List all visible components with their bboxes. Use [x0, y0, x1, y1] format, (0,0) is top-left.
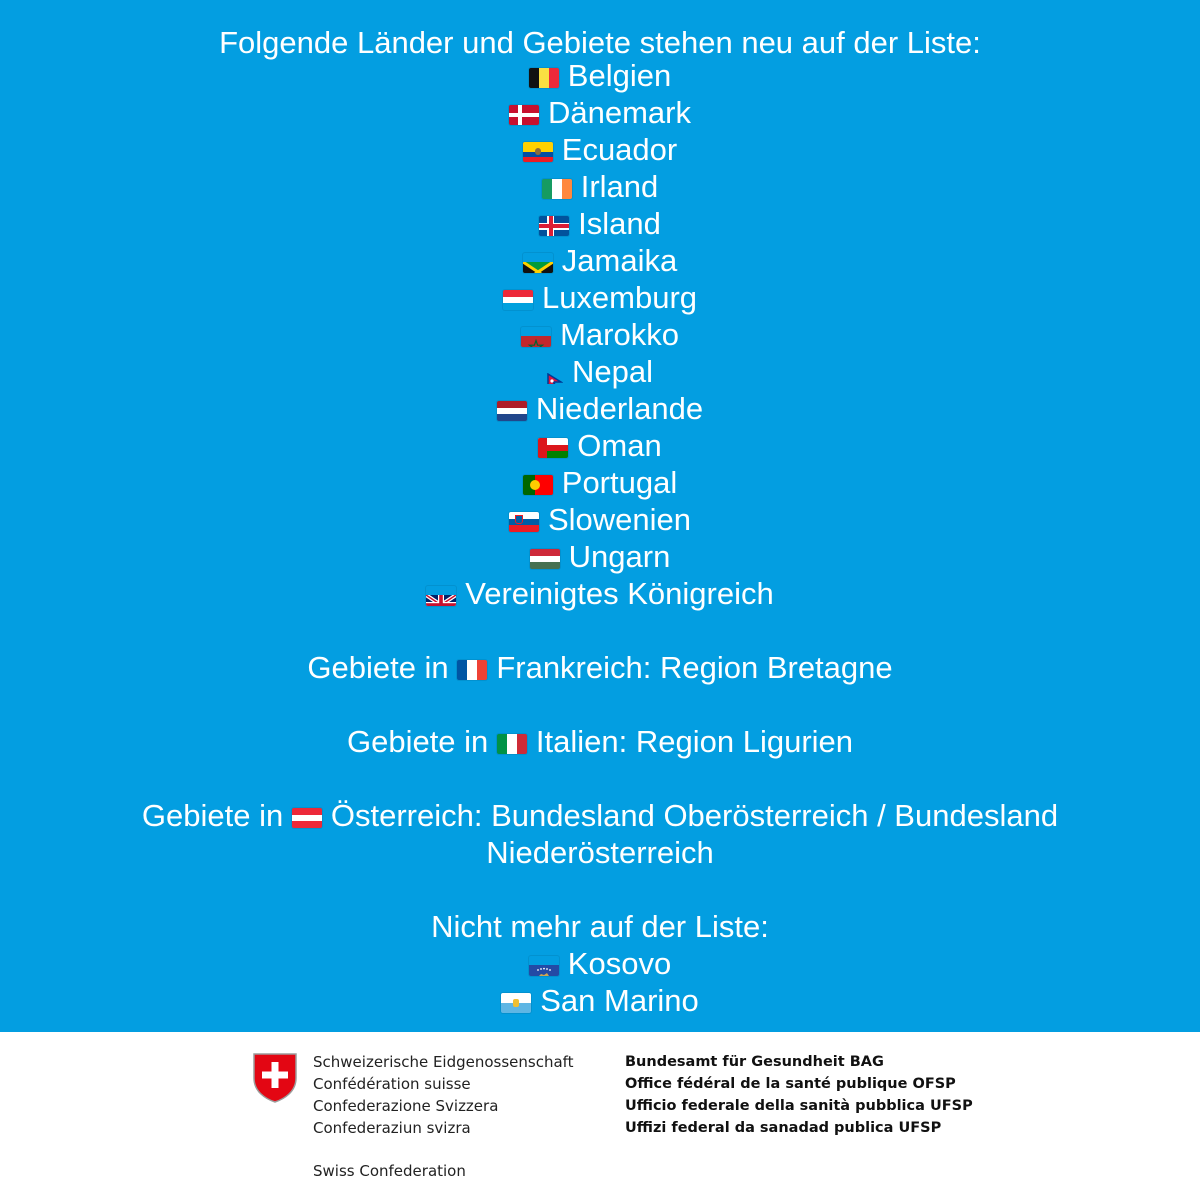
- country-name: Luxemburg: [541, 280, 698, 315]
- list-item: [0, 57, 1200, 94]
- france-flag-icon: [457, 660, 487, 680]
- region-austria-continued: Niederösterreich: [486, 835, 714, 870]
- list-item: [0, 427, 1200, 464]
- office-rm: Uffizi federal da sanadad publica UFSP: [625, 1120, 942, 1136]
- country-name: Irland: [580, 169, 659, 204]
- ireland-flag-icon: [542, 179, 572, 199]
- confederation-de: Schweizerische Eidgenossenschaft: [313, 1053, 574, 1071]
- list-item: [0, 390, 1200, 427]
- country-name: Oman: [577, 428, 662, 463]
- list-item: [0, 205, 1200, 242]
- removed-header: Nicht mehr auf der Liste:: [431, 909, 769, 944]
- list-item: [0, 575, 1200, 612]
- region-prefix: Gebiete in: [141, 798, 284, 833]
- list-item: [0, 94, 1200, 131]
- austria-flag-icon: [292, 808, 322, 828]
- list-item: [0, 353, 1200, 390]
- nepal-flag-icon: [547, 364, 563, 384]
- jamaica-flag-icon: [523, 253, 553, 273]
- swiss-confederation: Swiss Confederation: [313, 1162, 466, 1180]
- country-name: Dänemark: [548, 95, 691, 130]
- denmark-flag-icon: [509, 105, 539, 125]
- country-name: Nepal: [572, 354, 653, 389]
- list-item: [0, 131, 1200, 168]
- country-name: Kosovo: [567, 946, 672, 981]
- list-item: [0, 168, 1200, 205]
- netherlands-flag-icon: [497, 401, 527, 421]
- country-name: Belgien: [567, 58, 672, 93]
- belgium-flag-icon: [529, 68, 559, 88]
- footer: [0, 1032, 1200, 1200]
- country-name: Ecuador: [561, 132, 678, 167]
- slovenia-flag-icon: [509, 512, 539, 532]
- list-item: [0, 945, 1200, 982]
- iceland-flag-icon: [539, 216, 569, 236]
- country-name: Vereinigtes Königreich: [465, 576, 774, 611]
- ecuador-flag-icon: [523, 142, 553, 162]
- region-text: Italien: Region Ligurien: [535, 724, 854, 759]
- region-text: Frankreich: Region Bretagne: [496, 650, 893, 685]
- office-it: Ufficio federale della sanità pubblica UFSP: [625, 1098, 973, 1114]
- confederation-fr: Confédération suisse: [313, 1075, 471, 1093]
- region-italy: [0, 723, 1200, 760]
- uk-flag-icon: [426, 586, 456, 606]
- hungary-flag-icon: [530, 549, 560, 569]
- confederation-rm: Confederaziun svizra: [313, 1119, 471, 1137]
- list-item: [0, 316, 1200, 353]
- office-de: Bundesamt für Gesundheit BAG: [625, 1054, 884, 1070]
- list-item: [0, 242, 1200, 279]
- kosovo-flag-icon: [529, 956, 559, 976]
- list-item: [0, 538, 1200, 575]
- list-item: [0, 982, 1200, 1019]
- list-header: Folgende Länder und Gebiete stehen neu auf der Liste:: [219, 25, 981, 60]
- confederation-it: Confederazione Svizzera: [313, 1097, 499, 1115]
- country-name: Portugal: [561, 465, 678, 500]
- region-prefix: Gebiete in: [307, 650, 449, 685]
- office-fr: Office fédéral de la santé publique OFSP: [625, 1076, 956, 1092]
- country-name: Niederlande: [535, 391, 704, 426]
- portugal-flag-icon: [523, 475, 553, 495]
- region-austria: [0, 797, 1200, 834]
- san-marino-flag-icon: [501, 993, 531, 1013]
- swiss-coat-of-arms-icon: [252, 1052, 298, 1104]
- country-name: Ungarn: [568, 539, 671, 574]
- region-text: Österreich: Bundesland Oberösterreich / Bundesland: [330, 798, 1059, 833]
- country-name: Jamaika: [561, 243, 678, 278]
- country-name: Marokko: [560, 317, 679, 352]
- morocco-flag-icon: [521, 327, 551, 347]
- region-prefix: Gebiete in: [346, 724, 489, 759]
- country-name: San Marino: [540, 983, 699, 1018]
- list-item: [0, 279, 1200, 316]
- oman-flag-icon: [538, 438, 568, 458]
- country-name: Island: [578, 206, 661, 241]
- list-item: [0, 501, 1200, 538]
- luxembourg-flag-icon: [503, 290, 533, 310]
- country-name: Slowenien: [547, 502, 692, 537]
- italy-flag-icon: [497, 734, 527, 754]
- region-france: [0, 649, 1200, 686]
- list-item: [0, 464, 1200, 501]
